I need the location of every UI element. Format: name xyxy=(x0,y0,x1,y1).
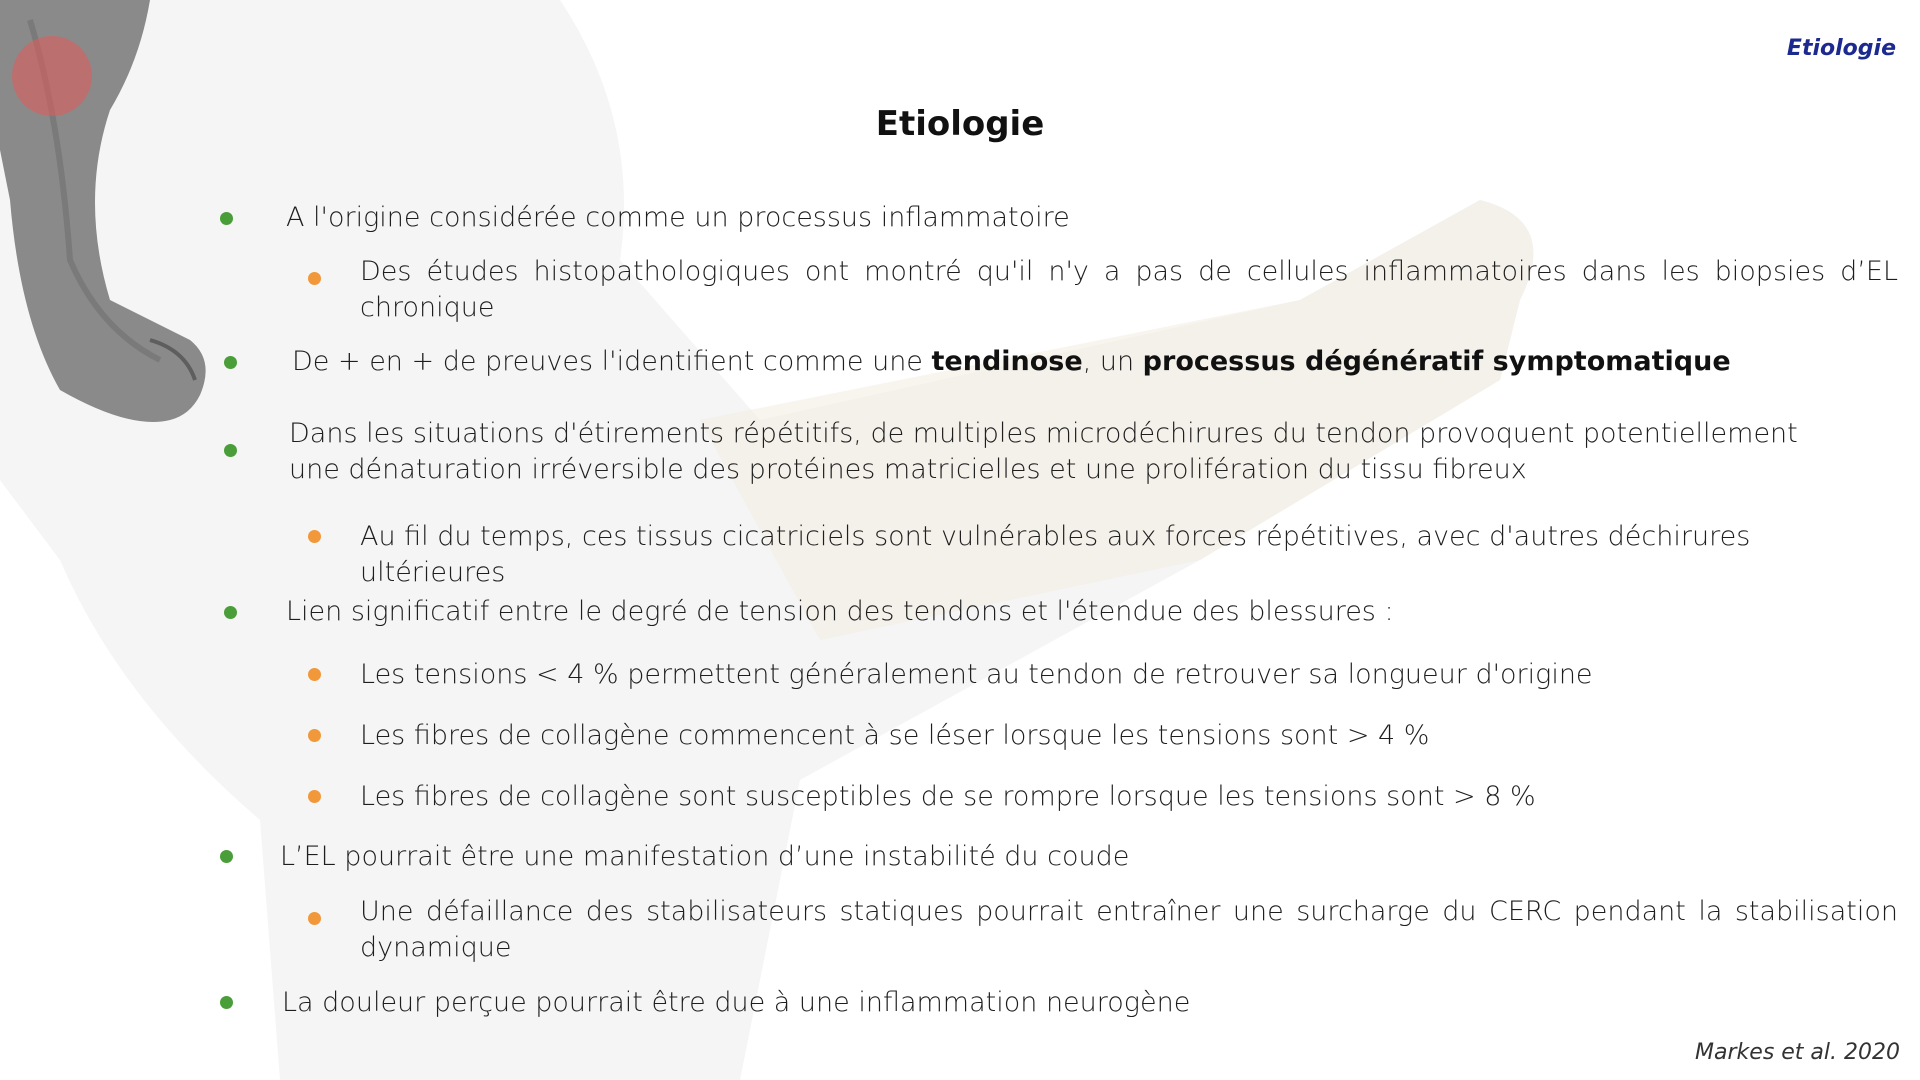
list-item: Les fibres de collagène commencent à se léser lorsque les tensions sont > 4 % xyxy=(360,720,1430,751)
bullet-orange-icon xyxy=(308,790,321,803)
bullet-orange-icon xyxy=(308,912,321,925)
list-item: Des études histopathologiques ont montré qu'il n'y a pas de cellules inflammatoires dans les biopsies d’EL chronique xyxy=(360,256,1898,323)
list-item: L’EL pourrait être une manifestation d’une instabilité du coude xyxy=(280,841,1130,872)
bullet-green-icon xyxy=(220,996,233,1009)
list-item: A l'origine considérée comme un processus inflammatoire xyxy=(286,202,1070,233)
bullet-orange-icon xyxy=(308,668,321,681)
section-label: Etiologie xyxy=(1786,36,1896,61)
bullet-green-icon xyxy=(224,444,237,457)
bullet-orange-icon xyxy=(308,729,321,742)
list-item: La douleur perçue pourrait être due à une inflammation neurogène xyxy=(282,987,1191,1018)
bullet-orange-icon xyxy=(308,272,321,285)
list-item: Les tensions < 4 % permettent généralement au tendon de retrouver sa longueur d'origine xyxy=(360,659,1593,690)
list-item: Les fibres de collagène sont susceptibles de se rompre lorsque les tensions sont > 8 % xyxy=(360,781,1536,812)
page-title: Etiologie xyxy=(875,104,1045,144)
bullet-green-icon xyxy=(220,212,233,225)
list-item: Lien significatif entre le degré de tension des tendons et l'étendue des blessures : xyxy=(286,596,1394,627)
list-item: De + en + de preuves l'identifient comme une tendinose, un processus dégénératif symptomatique xyxy=(292,346,1731,377)
bullet-orange-icon xyxy=(308,530,321,543)
list-item: Une défaillance des stabilisateurs statiques pourrait entraîner une surcharge du CERC pendant la stabilisation dynamique xyxy=(360,896,1898,963)
list-item: Dans les situations d'étirements répétitifs, de multiples microdéchirures du tendon provoquent potentiellement une dénaturation irréversible des protéines matricielles et une prolifération du tissu fibreux xyxy=(289,418,1798,485)
bullet-green-icon xyxy=(224,606,237,619)
list-item: Au fil du temps, ces tissus cicatriciels sont vulnérables aux forces répétitives, avec d'autres déchirures ultérieures xyxy=(360,521,1751,588)
citation: Markes et al. 2020 xyxy=(1695,1040,1900,1065)
bullet-green-icon xyxy=(220,850,233,863)
bullet-green-icon xyxy=(224,356,237,369)
